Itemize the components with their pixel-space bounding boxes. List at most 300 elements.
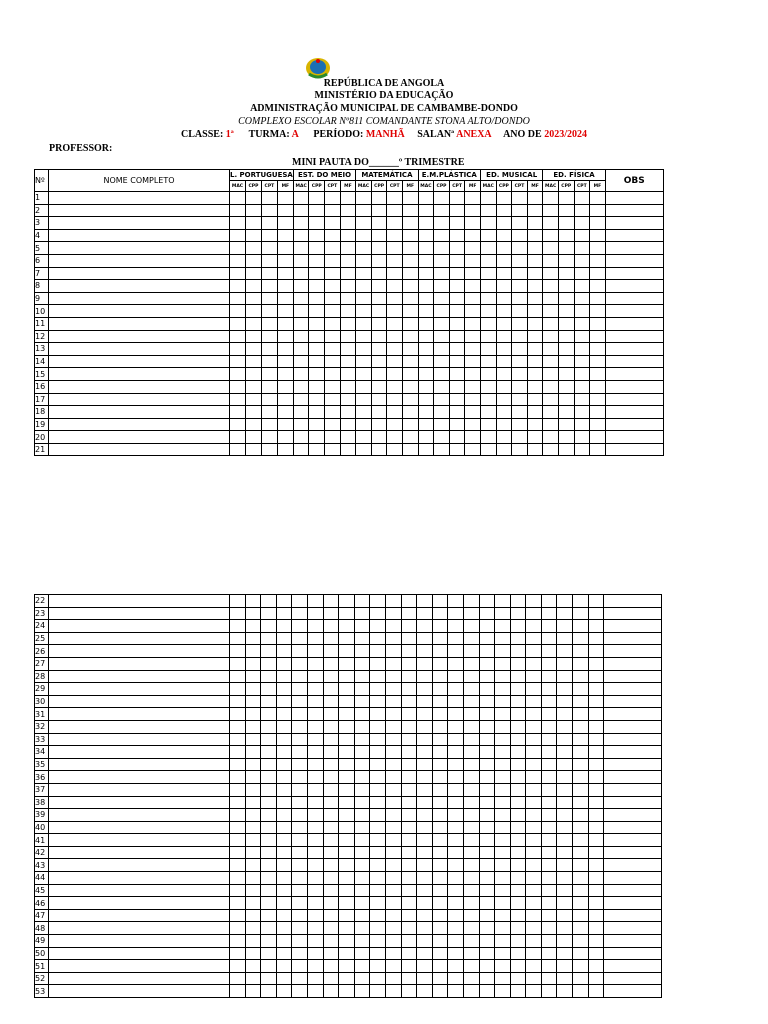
grade-cell[interactable] bbox=[574, 217, 590, 230]
grade-cell[interactable] bbox=[590, 204, 606, 217]
grade-cell[interactable] bbox=[325, 330, 341, 343]
name-cell[interactable] bbox=[49, 960, 230, 973]
grade-cell[interactable] bbox=[385, 846, 401, 859]
obs-cell[interactable] bbox=[604, 909, 662, 922]
grade-cell[interactable] bbox=[245, 947, 261, 960]
grade-cell[interactable] bbox=[309, 368, 325, 381]
obs-cell[interactable] bbox=[605, 418, 663, 431]
grade-cell[interactable] bbox=[325, 368, 341, 381]
grade-cell[interactable] bbox=[588, 695, 604, 708]
grade-cell[interactable] bbox=[340, 242, 356, 255]
grade-cell[interactable] bbox=[354, 771, 370, 784]
grade-cell[interactable] bbox=[588, 595, 604, 608]
grade-cell[interactable] bbox=[339, 872, 355, 885]
grade-cell[interactable] bbox=[356, 343, 372, 356]
grade-cell[interactable] bbox=[495, 909, 511, 922]
grade-cell[interactable] bbox=[340, 355, 356, 368]
grade-cell[interactable] bbox=[448, 758, 464, 771]
grade-cell[interactable] bbox=[401, 733, 417, 746]
grade-cell[interactable] bbox=[277, 355, 293, 368]
grade-cell[interactable] bbox=[401, 909, 417, 922]
grade-cell[interactable] bbox=[417, 733, 433, 746]
grade-cell[interactable] bbox=[356, 280, 372, 293]
grade-cell[interactable] bbox=[309, 229, 325, 242]
grade-cell[interactable] bbox=[371, 431, 387, 444]
grade-cell[interactable] bbox=[307, 922, 323, 935]
grade-cell[interactable] bbox=[277, 330, 293, 343]
grade-cell[interactable] bbox=[574, 292, 590, 305]
grade-cell[interactable] bbox=[307, 935, 323, 948]
grade-cell[interactable] bbox=[480, 217, 496, 230]
grade-cell[interactable] bbox=[541, 909, 557, 922]
grade-cell[interactable] bbox=[495, 670, 511, 683]
grade-cell[interactable] bbox=[292, 834, 308, 847]
grade-cell[interactable] bbox=[463, 821, 479, 834]
grade-cell[interactable] bbox=[354, 683, 370, 696]
grade-cell[interactable] bbox=[385, 947, 401, 960]
grade-cell[interactable] bbox=[541, 620, 557, 633]
name-cell[interactable] bbox=[49, 393, 230, 406]
grade-cell[interactable] bbox=[495, 960, 511, 973]
grade-cell[interactable] bbox=[558, 254, 574, 267]
grade-cell[interactable] bbox=[543, 292, 559, 305]
grade-cell[interactable] bbox=[590, 292, 606, 305]
grade-cell[interactable] bbox=[432, 935, 448, 948]
grade-cell[interactable] bbox=[339, 985, 355, 998]
grade-cell[interactable] bbox=[496, 355, 512, 368]
grade-cell[interactable] bbox=[387, 393, 403, 406]
grade-cell[interactable] bbox=[526, 796, 542, 809]
grade-cell[interactable] bbox=[307, 683, 323, 696]
grade-cell[interactable] bbox=[277, 317, 293, 330]
grade-cell[interactable] bbox=[558, 368, 574, 381]
grade-cell[interactable] bbox=[356, 305, 372, 318]
grade-cell[interactable] bbox=[230, 620, 246, 633]
grade-cell[interactable] bbox=[385, 859, 401, 872]
grade-cell[interactable] bbox=[261, 368, 277, 381]
grade-cell[interactable] bbox=[432, 846, 448, 859]
name-cell[interactable] bbox=[49, 418, 230, 431]
grade-cell[interactable] bbox=[293, 217, 309, 230]
grade-cell[interactable] bbox=[354, 884, 370, 897]
grade-cell[interactable] bbox=[354, 758, 370, 771]
grade-cell[interactable] bbox=[261, 632, 277, 645]
grade-cell[interactable] bbox=[479, 620, 495, 633]
grade-cell[interactable] bbox=[434, 355, 450, 368]
grade-cell[interactable] bbox=[354, 809, 370, 822]
grade-cell[interactable] bbox=[276, 733, 292, 746]
name-cell[interactable] bbox=[49, 657, 230, 670]
grade-cell[interactable] bbox=[495, 884, 511, 897]
grade-cell[interactable] bbox=[432, 683, 448, 696]
grade-cell[interactable] bbox=[432, 897, 448, 910]
grade-cell[interactable] bbox=[541, 645, 557, 658]
grade-cell[interactable] bbox=[417, 683, 433, 696]
grade-cell[interactable] bbox=[448, 620, 464, 633]
grade-cell[interactable] bbox=[557, 935, 573, 948]
grade-cell[interactable] bbox=[573, 607, 589, 620]
grade-cell[interactable] bbox=[354, 720, 370, 733]
grade-cell[interactable] bbox=[418, 355, 434, 368]
grade-cell[interactable] bbox=[463, 771, 479, 784]
grade-cell[interactable] bbox=[307, 771, 323, 784]
grade-cell[interactable] bbox=[558, 431, 574, 444]
grade-cell[interactable] bbox=[323, 846, 339, 859]
grade-cell[interactable] bbox=[432, 960, 448, 973]
grade-cell[interactable] bbox=[385, 632, 401, 645]
grade-cell[interactable] bbox=[432, 872, 448, 885]
grade-cell[interactable] bbox=[387, 418, 403, 431]
grade-cell[interactable] bbox=[512, 317, 528, 330]
grade-cell[interactable] bbox=[448, 657, 464, 670]
grade-cell[interactable] bbox=[448, 922, 464, 935]
grade-cell[interactable] bbox=[245, 960, 261, 973]
grade-cell[interactable] bbox=[340, 292, 356, 305]
grade-cell[interactable] bbox=[510, 972, 526, 985]
grade-cell[interactable] bbox=[245, 343, 261, 356]
grade-cell[interactable] bbox=[230, 229, 246, 242]
grade-cell[interactable] bbox=[354, 947, 370, 960]
grade-cell[interactable] bbox=[292, 884, 308, 897]
grade-cell[interactable] bbox=[325, 431, 341, 444]
grade-cell[interactable] bbox=[574, 380, 590, 393]
grade-cell[interactable] bbox=[261, 607, 277, 620]
grade-cell[interactable] bbox=[245, 355, 261, 368]
grade-cell[interactable] bbox=[276, 922, 292, 935]
grade-cell[interactable] bbox=[573, 960, 589, 973]
grade-cell[interactable] bbox=[510, 645, 526, 658]
grade-cell[interactable] bbox=[495, 746, 511, 759]
grade-cell[interactable] bbox=[307, 834, 323, 847]
grade-cell[interactable] bbox=[448, 708, 464, 721]
grade-cell[interactable] bbox=[512, 229, 528, 242]
grade-cell[interactable] bbox=[590, 229, 606, 242]
grade-cell[interactable] bbox=[245, 695, 261, 708]
name-cell[interactable] bbox=[49, 909, 230, 922]
grade-cell[interactable] bbox=[245, 972, 261, 985]
grade-cell[interactable] bbox=[480, 343, 496, 356]
grade-cell[interactable] bbox=[465, 192, 481, 205]
grade-cell[interactable] bbox=[230, 431, 246, 444]
grade-cell[interactable] bbox=[558, 355, 574, 368]
grade-cell[interactable] bbox=[573, 746, 589, 759]
grade-cell[interactable] bbox=[403, 343, 419, 356]
grade-cell[interactable] bbox=[480, 317, 496, 330]
grade-cell[interactable] bbox=[370, 645, 386, 658]
grade-cell[interactable] bbox=[495, 595, 511, 608]
grade-cell[interactable] bbox=[573, 720, 589, 733]
grade-cell[interactable] bbox=[245, 280, 261, 293]
grade-cell[interactable] bbox=[277, 204, 293, 217]
grade-cell[interactable] bbox=[463, 620, 479, 633]
grade-cell[interactable] bbox=[588, 746, 604, 759]
grade-cell[interactable] bbox=[510, 683, 526, 696]
grade-cell[interactable] bbox=[245, 796, 261, 809]
grade-cell[interactable] bbox=[510, 670, 526, 683]
grade-cell[interactable] bbox=[463, 720, 479, 733]
grade-cell[interactable] bbox=[541, 935, 557, 948]
grade-cell[interactable] bbox=[527, 393, 543, 406]
grade-cell[interactable] bbox=[387, 443, 403, 456]
grade-cell[interactable] bbox=[340, 343, 356, 356]
grade-cell[interactable] bbox=[495, 632, 511, 645]
obs-cell[interactable] bbox=[604, 960, 662, 973]
name-cell[interactable] bbox=[49, 746, 230, 759]
grade-cell[interactable] bbox=[356, 431, 372, 444]
grade-cell[interactable] bbox=[370, 834, 386, 847]
grade-cell[interactable] bbox=[230, 859, 246, 872]
grade-cell[interactable] bbox=[385, 834, 401, 847]
grade-cell[interactable] bbox=[526, 708, 542, 721]
grade-cell[interactable] bbox=[276, 607, 292, 620]
grade-cell[interactable] bbox=[261, 292, 277, 305]
grade-cell[interactable] bbox=[245, 305, 261, 318]
grade-cell[interactable] bbox=[463, 783, 479, 796]
grade-cell[interactable] bbox=[448, 834, 464, 847]
grade-cell[interactable] bbox=[417, 935, 433, 948]
grade-cell[interactable] bbox=[385, 922, 401, 935]
grade-cell[interactable] bbox=[261, 695, 277, 708]
grade-cell[interactable] bbox=[230, 972, 246, 985]
grade-cell[interactable] bbox=[245, 393, 261, 406]
grade-cell[interactable] bbox=[401, 846, 417, 859]
grade-cell[interactable] bbox=[293, 443, 309, 456]
grade-cell[interactable] bbox=[293, 280, 309, 293]
name-cell[interactable] bbox=[49, 330, 230, 343]
grade-cell[interactable] bbox=[463, 859, 479, 872]
grade-cell[interactable] bbox=[463, 670, 479, 683]
grade-cell[interactable] bbox=[277, 393, 293, 406]
grade-cell[interactable] bbox=[448, 935, 464, 948]
grade-cell[interactable] bbox=[526, 909, 542, 922]
grade-cell[interactable] bbox=[277, 280, 293, 293]
name-cell[interactable] bbox=[49, 771, 230, 784]
grade-cell[interactable] bbox=[370, 809, 386, 822]
grade-cell[interactable] bbox=[448, 909, 464, 922]
grade-cell[interactable] bbox=[479, 720, 495, 733]
grade-cell[interactable] bbox=[276, 947, 292, 960]
grade-cell[interactable] bbox=[432, 972, 448, 985]
grade-cell[interactable] bbox=[370, 821, 386, 834]
name-cell[interactable] bbox=[49, 317, 230, 330]
grade-cell[interactable] bbox=[403, 330, 419, 343]
name-cell[interactable] bbox=[49, 758, 230, 771]
grade-cell[interactable] bbox=[245, 406, 261, 419]
grade-cell[interactable] bbox=[323, 607, 339, 620]
grade-cell[interactable] bbox=[543, 242, 559, 255]
grade-cell[interactable] bbox=[510, 859, 526, 872]
grade-cell[interactable] bbox=[573, 683, 589, 696]
grade-cell[interactable] bbox=[479, 922, 495, 935]
grade-cell[interactable] bbox=[463, 834, 479, 847]
grade-cell[interactable] bbox=[526, 771, 542, 784]
grade-cell[interactable] bbox=[230, 960, 246, 973]
grade-cell[interactable] bbox=[448, 632, 464, 645]
grade-cell[interactable] bbox=[387, 292, 403, 305]
grade-cell[interactable] bbox=[323, 859, 339, 872]
grade-cell[interactable] bbox=[387, 355, 403, 368]
grade-cell[interactable] bbox=[261, 330, 277, 343]
grade-cell[interactable] bbox=[557, 771, 573, 784]
grade-cell[interactable] bbox=[245, 192, 261, 205]
grade-cell[interactable] bbox=[340, 406, 356, 419]
grade-cell[interactable] bbox=[495, 859, 511, 872]
grade-cell[interactable] bbox=[309, 443, 325, 456]
obs-cell[interactable] bbox=[604, 645, 662, 658]
grade-cell[interactable] bbox=[588, 809, 604, 822]
grade-cell[interactable] bbox=[370, 746, 386, 759]
grade-cell[interactable] bbox=[245, 607, 261, 620]
grade-cell[interactable] bbox=[588, 645, 604, 658]
grade-cell[interactable] bbox=[356, 418, 372, 431]
grade-cell[interactable] bbox=[403, 280, 419, 293]
grade-cell[interactable] bbox=[557, 708, 573, 721]
grade-cell[interactable] bbox=[385, 657, 401, 670]
name-cell[interactable] bbox=[49, 192, 230, 205]
grade-cell[interactable] bbox=[230, 947, 246, 960]
grade-cell[interactable] bbox=[590, 192, 606, 205]
grade-cell[interactable] bbox=[293, 192, 309, 205]
grade-cell[interactable] bbox=[558, 393, 574, 406]
grade-cell[interactable] bbox=[339, 884, 355, 897]
grade-cell[interactable] bbox=[371, 330, 387, 343]
grade-cell[interactable] bbox=[261, 267, 277, 280]
grade-cell[interactable] bbox=[449, 305, 465, 318]
obs-cell[interactable] bbox=[604, 985, 662, 998]
grade-cell[interactable] bbox=[465, 292, 481, 305]
grade-cell[interactable] bbox=[541, 683, 557, 696]
grade-cell[interactable] bbox=[495, 897, 511, 910]
grade-cell[interactable] bbox=[307, 620, 323, 633]
grade-cell[interactable] bbox=[403, 431, 419, 444]
grade-cell[interactable] bbox=[230, 607, 246, 620]
grade-cell[interactable] bbox=[385, 771, 401, 784]
grade-cell[interactable] bbox=[480, 254, 496, 267]
grade-cell[interactable] bbox=[588, 620, 604, 633]
grade-cell[interactable] bbox=[541, 746, 557, 759]
grade-cell[interactable] bbox=[370, 909, 386, 922]
grade-cell[interactable] bbox=[230, 645, 246, 658]
grade-cell[interactable] bbox=[449, 368, 465, 381]
grade-cell[interactable] bbox=[356, 292, 372, 305]
grade-cell[interactable] bbox=[292, 985, 308, 998]
grade-cell[interactable] bbox=[573, 834, 589, 847]
grade-cell[interactable] bbox=[432, 632, 448, 645]
grade-cell[interactable] bbox=[588, 783, 604, 796]
grade-cell[interactable] bbox=[230, 720, 246, 733]
name-cell[interactable] bbox=[49, 796, 230, 809]
grade-cell[interactable] bbox=[512, 355, 528, 368]
grade-cell[interactable] bbox=[230, 695, 246, 708]
grade-cell[interactable] bbox=[277, 305, 293, 318]
grade-cell[interactable] bbox=[510, 846, 526, 859]
name-cell[interactable] bbox=[49, 431, 230, 444]
grade-cell[interactable] bbox=[479, 607, 495, 620]
grade-cell[interactable] bbox=[354, 796, 370, 809]
grade-cell[interactable] bbox=[401, 960, 417, 973]
grade-cell[interactable] bbox=[449, 254, 465, 267]
grade-cell[interactable] bbox=[417, 632, 433, 645]
grade-cell[interactable] bbox=[543, 317, 559, 330]
grade-cell[interactable] bbox=[480, 192, 496, 205]
grade-cell[interactable] bbox=[557, 897, 573, 910]
grade-cell[interactable] bbox=[557, 657, 573, 670]
grade-cell[interactable] bbox=[541, 834, 557, 847]
grade-cell[interactable] bbox=[277, 368, 293, 381]
grade-cell[interactable] bbox=[323, 645, 339, 658]
grade-cell[interactable] bbox=[541, 821, 557, 834]
grade-cell[interactable] bbox=[449, 406, 465, 419]
grade-cell[interactable] bbox=[307, 695, 323, 708]
grade-cell[interactable] bbox=[496, 229, 512, 242]
grade-cell[interactable] bbox=[557, 872, 573, 885]
grade-cell[interactable] bbox=[495, 809, 511, 822]
grade-cell[interactable] bbox=[370, 733, 386, 746]
grade-cell[interactable] bbox=[465, 368, 481, 381]
grade-cell[interactable] bbox=[339, 960, 355, 973]
grade-cell[interactable] bbox=[339, 708, 355, 721]
grade-cell[interactable] bbox=[245, 720, 261, 733]
grade-cell[interactable] bbox=[261, 897, 277, 910]
grade-cell[interactable] bbox=[385, 972, 401, 985]
name-cell[interactable] bbox=[49, 343, 230, 356]
grade-cell[interactable] bbox=[526, 645, 542, 658]
grade-cell[interactable] bbox=[434, 192, 450, 205]
grade-cell[interactable] bbox=[448, 645, 464, 658]
grade-cell[interactable] bbox=[307, 859, 323, 872]
grade-cell[interactable] bbox=[325, 380, 341, 393]
grade-cell[interactable] bbox=[463, 809, 479, 822]
grade-cell[interactable] bbox=[370, 922, 386, 935]
grade-cell[interactable] bbox=[356, 330, 372, 343]
grade-cell[interactable] bbox=[448, 720, 464, 733]
grade-cell[interactable] bbox=[371, 229, 387, 242]
grade-cell[interactable] bbox=[526, 607, 542, 620]
grade-cell[interactable] bbox=[401, 771, 417, 784]
obs-cell[interactable] bbox=[605, 217, 663, 230]
grade-cell[interactable] bbox=[261, 985, 277, 998]
grade-cell[interactable] bbox=[230, 204, 246, 217]
grade-cell[interactable] bbox=[465, 431, 481, 444]
grade-cell[interactable] bbox=[573, 620, 589, 633]
grade-cell[interactable] bbox=[309, 192, 325, 205]
grade-cell[interactable] bbox=[418, 330, 434, 343]
grade-cell[interactable] bbox=[590, 330, 606, 343]
name-cell[interactable] bbox=[49, 380, 230, 393]
grade-cell[interactable] bbox=[573, 771, 589, 784]
grade-cell[interactable] bbox=[230, 305, 246, 318]
grade-cell[interactable] bbox=[293, 368, 309, 381]
grade-cell[interactable] bbox=[417, 620, 433, 633]
grade-cell[interactable] bbox=[496, 343, 512, 356]
grade-cell[interactable] bbox=[541, 872, 557, 885]
obs-cell[interactable] bbox=[604, 771, 662, 784]
grade-cell[interactable] bbox=[354, 872, 370, 885]
grade-cell[interactable] bbox=[417, 595, 433, 608]
grade-cell[interactable] bbox=[588, 972, 604, 985]
name-cell[interactable] bbox=[49, 355, 230, 368]
grade-cell[interactable] bbox=[557, 796, 573, 809]
grade-cell[interactable] bbox=[463, 897, 479, 910]
grade-cell[interactable] bbox=[557, 922, 573, 935]
grade-cell[interactable] bbox=[449, 330, 465, 343]
grade-cell[interactable] bbox=[541, 960, 557, 973]
grade-cell[interactable] bbox=[434, 368, 450, 381]
grade-cell[interactable] bbox=[588, 909, 604, 922]
grade-cell[interactable] bbox=[418, 280, 434, 293]
name-cell[interactable] bbox=[49, 595, 230, 608]
grade-cell[interactable] bbox=[370, 620, 386, 633]
